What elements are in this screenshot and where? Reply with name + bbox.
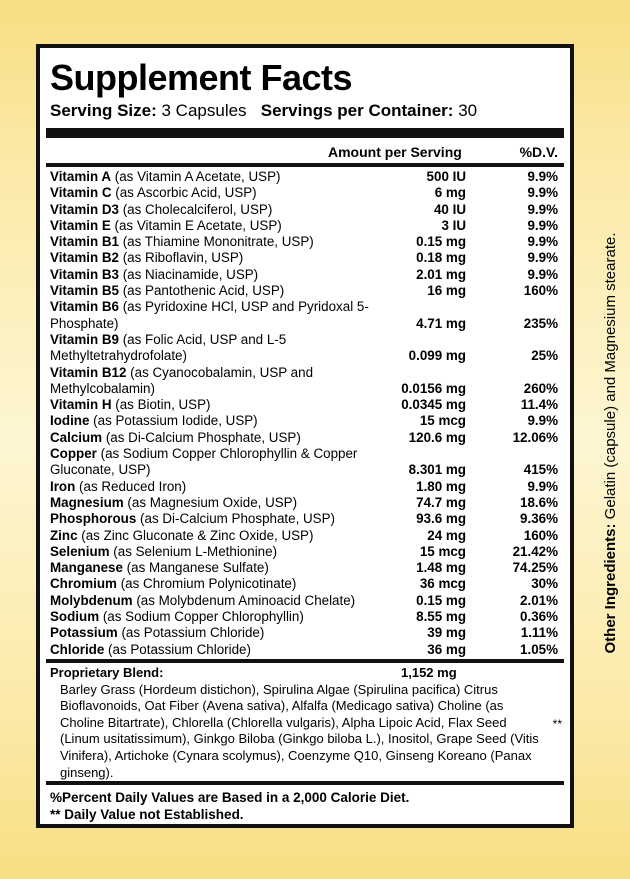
nutrient-source: (as Cholecalciferol, USP) (122, 201, 273, 217)
nutrient-label (50, 413, 400, 429)
nutrient-name: Vitamin B3 (50, 266, 119, 282)
nutrient-name: Iron (50, 478, 76, 494)
nutrient-name: Phosphorous (50, 511, 137, 527)
nutrient-label (50, 299, 400, 332)
nutrient-label (50, 169, 400, 185)
footnotes (50, 789, 409, 823)
nutrient-dv: 9.9% (527, 266, 558, 282)
nutrient-amount: 0.15 mg (416, 234, 466, 250)
amount-column-header: Amount per Serving (328, 144, 462, 160)
nutrient-source: (as Potassium Iodide, USP) (93, 413, 258, 429)
nutrient-name: Vitamin B1 (50, 234, 119, 250)
nutrient-source: (as Niacinamide, USP) (122, 266, 259, 282)
nutrient-label (50, 365, 400, 398)
nutrient-label (50, 218, 400, 234)
nutrient-label (50, 202, 400, 218)
nutrient-name: Vitamin B5 (50, 283, 119, 299)
table-row (50, 544, 562, 560)
nutrient-source: (as Chromium Polynicotinate) (120, 576, 297, 592)
nutrient-amount: 3 IU (441, 217, 466, 233)
nutrient-source: (as Riboflavin, USP) (122, 250, 244, 266)
table-row (50, 576, 562, 592)
table-row (50, 234, 562, 250)
table-row (50, 446, 562, 479)
nutrient-amount: 39 mg (427, 625, 466, 641)
nutrient-name: Molybdenum (50, 592, 133, 608)
nutrient-name: Vitamin E (50, 217, 111, 233)
nutrient-dv: 9.9% (527, 217, 558, 233)
nutrient-amount: 93.6 mg (416, 511, 466, 527)
nutrient-label (50, 332, 400, 365)
nutrient-source: (as Vitamin E Acetate, USP) (114, 217, 282, 233)
nutrient-table (50, 169, 562, 658)
nutrient-label (50, 642, 400, 658)
nutrient-label (50, 250, 400, 266)
nutrient-label (50, 576, 400, 592)
nutrient-source: (as Thiamine Mononitrate, USP) (122, 234, 314, 250)
nutrient-source: (as Sodium Copper Chlorophyllin) (102, 609, 304, 625)
divider-medium (46, 781, 564, 785)
column-header (50, 142, 562, 162)
nutrient-dv: 1.05% (520, 641, 558, 657)
table-row (50, 250, 562, 266)
nutrient-dv: 1.11% (520, 625, 558, 641)
nutrient-label (50, 397, 400, 413)
nutrient-amount: 15 mcg (419, 543, 466, 559)
nutrient-name: Selenium (50, 543, 110, 559)
nutrient-name: Vitamin B2 (50, 250, 119, 266)
nutrient-amount: 40 IU (433, 201, 466, 217)
nutrient-dv: 9.36% (520, 511, 558, 527)
nutrient-source: (as Biotin, USP) (115, 397, 211, 413)
blend-text: Barley Grass (Hordeum distichon), Spirulina Algae (Spirulina pacifica) Citrus Bioflavonoids, Oat Fiber (Avena sativa), Alfalfa (Medicago sativa) Choline (as Choline Bitartrate), Chlorella (Chlorella vulgaris), Alpha Lipoic Acid, Flax Seed (Linum usitatissimum), Ginkgo Biloba (Ginkgo biloba L.), Inositol, Grape Seed (Vitis Vinifera), Artichoke (Cynara scolymus), Coenzyme Q10, Ginseng Koreano (Panax ginseng). (60, 681, 539, 780)
divider-medium (46, 659, 564, 663)
serving-info (50, 100, 477, 122)
nutrient-name: Potassium (50, 625, 118, 641)
nutrient-name: Magnesium (50, 494, 124, 510)
nutrient-source: (as Di-Calcium Phosphate, USP) (105, 429, 301, 445)
other-ingredients-text: Gelatin (capsule) and Magnesium stearate. (602, 232, 619, 520)
nutrient-dv: 160% (523, 283, 558, 299)
nutrient-dv: 12.06% (512, 429, 558, 445)
serving-size-value: 3 Capsules (161, 101, 247, 120)
blend-header (50, 665, 562, 682)
supplement-facts-panel (36, 44, 574, 828)
nutrient-name: Vitamin H (50, 397, 112, 413)
nutrient-dv: 9.9% (527, 169, 558, 184)
nutrient-amount: 4.71 mg (416, 315, 466, 331)
nutrient-amount: 36 mg (427, 641, 466, 657)
blend-name: Proprietary Blend: (50, 665, 164, 680)
nutrient-name: Vitamin A (50, 169, 112, 184)
nutrient-label (50, 511, 400, 527)
table-row (50, 642, 562, 658)
nutrient-amount: 500 IU (426, 169, 466, 184)
table-row (50, 299, 562, 332)
nutrient-name: Iodine (50, 413, 90, 429)
table-row (50, 397, 562, 413)
nutrient-dv: 11.4% (520, 397, 558, 413)
nutrient-name: Calcium (50, 429, 103, 445)
nutrient-dv: 9.9% (527, 478, 558, 494)
table-row (50, 413, 562, 429)
table-row (50, 511, 562, 527)
divider-thick (46, 128, 564, 138)
nutrient-label (50, 446, 400, 479)
table-row (50, 625, 562, 641)
nutrient-source: (as Potassium Chloride) (108, 641, 251, 657)
nutrient-name: Zinc (50, 527, 78, 543)
nutrient-label (50, 593, 400, 609)
nutrient-source: (as Zinc Gluconate & Zinc Oxide, USP) (81, 527, 314, 543)
nutrient-source: (as Potassium Chloride) (121, 625, 265, 641)
nutrient-source: (as Folic Acid, USP and L-5 Methyltetrahydrofolate) (50, 331, 287, 364)
nutrient-dv: 9.9% (527, 250, 558, 266)
nutrient-source: (as Manganese Sulfate) (126, 560, 269, 576)
blend-dv-stars: ** (552, 716, 562, 731)
nutrient-source: (as Pyridoxine HCl, USP and Pyridoxal 5-Phosphate) (50, 299, 369, 331)
nutrient-amount: 6 mg (434, 185, 466, 201)
table-row (50, 283, 562, 299)
nutrient-dv: 9.9% (527, 185, 558, 201)
nutrient-name: Vitamin B6 (50, 299, 119, 315)
table-row (50, 218, 562, 234)
panel-title: Supplement Facts (50, 57, 353, 98)
nutrient-dv: 74.25% (512, 560, 558, 576)
nutrient-source: (as Reduced Iron) (79, 478, 187, 494)
nutrient-name: Manganese (50, 560, 123, 576)
nutrient-name: Vitamin B9 (50, 331, 119, 347)
nutrient-dv: 160% (523, 527, 558, 543)
table-row (50, 528, 562, 544)
nutrient-label (50, 283, 400, 299)
servings-per-container-value: 30 (458, 101, 478, 120)
nutrient-amount: 2.01 mg (416, 266, 466, 282)
nutrient-dv: 2.01% (520, 592, 558, 608)
nutrient-amount: 16 mg (427, 283, 466, 299)
other-ingredients-label: Other Ingredients: (602, 523, 619, 654)
divider-medium (46, 163, 564, 167)
nutrient-label (50, 234, 400, 250)
nutrient-amount: 74.7 mg (416, 494, 466, 510)
nutrient-label (50, 544, 400, 560)
footnote-daily-values: %Percent Daily Values are Based in a 2,000 Calorie Diet. (50, 790, 410, 805)
nutrient-dv: 18.6% (520, 494, 558, 510)
nutrient-name: Vitamin D3 (50, 201, 119, 217)
table-row (50, 169, 562, 185)
dv-column-header: %D.V. (519, 144, 558, 160)
nutrient-name: Chloride (50, 641, 105, 657)
nutrient-source: (as Pantothenic Acid, USP) (122, 283, 285, 299)
nutrient-label (50, 479, 400, 495)
nutrient-label (50, 560, 400, 576)
nutrient-amount: 36 mcg (419, 576, 466, 592)
nutrient-amount: 0.18 mg (416, 250, 466, 266)
table-row (50, 495, 562, 511)
serving-size-label: Serving Size: (50, 101, 157, 120)
nutrient-amount: 8.301 mg (408, 462, 466, 478)
table-row (50, 430, 562, 446)
nutrient-label (50, 185, 400, 201)
nutrient-amount: 0.099 mg (408, 348, 466, 364)
table-row (50, 560, 562, 576)
nutrient-dv: 0.36% (520, 609, 558, 625)
nutrient-name: Copper (50, 446, 97, 462)
nutrient-label (50, 267, 400, 283)
nutrient-source: (as Selenium L-Methionine) (113, 543, 278, 559)
nutrient-label (50, 625, 400, 641)
table-row (50, 267, 562, 283)
nutrient-label (50, 528, 400, 544)
nutrient-name: Sodium (50, 609, 100, 625)
nutrient-source: (as Vitamin A Acetate, USP) (114, 169, 281, 184)
nutrient-amount: 0.0156 mg (401, 380, 466, 396)
nutrient-dv: 25% (531, 348, 558, 364)
table-row (50, 365, 562, 398)
nutrient-label (50, 495, 400, 511)
table-row (50, 593, 562, 609)
table-row (50, 479, 562, 495)
nutrient-label (50, 430, 400, 446)
blend-ingredients (50, 682, 562, 782)
nutrient-dv: 415% (523, 462, 558, 478)
nutrient-dv: 30% (531, 576, 558, 592)
nutrient-source: (as Di-Calcium Phosphate, USP) (140, 511, 336, 527)
nutrient-dv: 21.42% (512, 543, 558, 559)
nutrient-amount: 15 mcg (419, 413, 466, 429)
nutrient-name: Chromium (50, 576, 117, 592)
footnote-not-established: ** Daily Value not Established. (50, 807, 244, 822)
nutrient-dv: 9.9% (527, 234, 558, 250)
nutrient-dv: 9.9% (527, 201, 558, 217)
table-row (50, 609, 562, 625)
nutrient-amount: 0.0345 mg (401, 397, 466, 413)
blend-amount: 1,152 mg (401, 665, 457, 680)
nutrient-name: Vitamin C (50, 185, 112, 201)
nutrient-name: Vitamin B12 (50, 364, 127, 380)
nutrient-dv: 260% (523, 380, 558, 396)
nutrient-source: (as Molybdenum Aminoacid Chelate) (136, 592, 356, 608)
nutrient-source: (as Cyanocobalamin, USP and Methylcobalamin) (50, 364, 314, 396)
servings-per-container-label: Servings per Container: (260, 101, 454, 120)
nutrient-amount: 120.6 mg (408, 429, 466, 445)
nutrient-amount: 8.55 mg (416, 609, 466, 625)
table-row (50, 185, 562, 201)
nutrient-dv: 9.9% (527, 413, 558, 429)
nutrient-source: (as Ascorbic Acid, USP) (115, 185, 257, 201)
nutrient-amount: 0.15 mg (416, 592, 466, 608)
nutrient-amount: 1.80 mg (416, 478, 466, 494)
nutrient-label (50, 609, 400, 625)
nutrient-source: (as Magnesium Oxide, USP) (127, 494, 298, 510)
table-row (50, 332, 562, 365)
nutrient-source: (as Sodium Copper Chlorophyllin & Copper Gluconate, USP) (50, 446, 358, 478)
nutrient-dv: 235% (523, 315, 558, 331)
nutrient-amount: 24 mg (427, 527, 466, 543)
nutrient-amount: 1.48 mg (416, 560, 466, 576)
proprietary-blend (50, 665, 562, 781)
table-row (50, 202, 562, 218)
